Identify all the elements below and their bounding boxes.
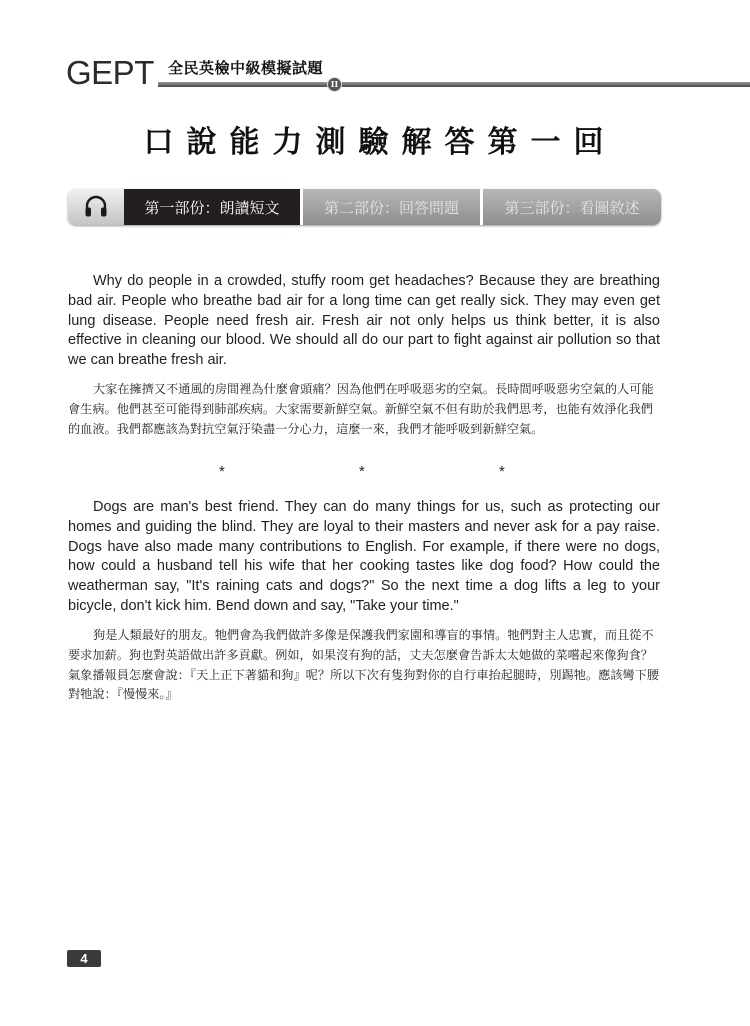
brand-logo-text: GEPT: [66, 54, 154, 91]
headphones-icon: [83, 194, 109, 220]
tab-part-2[interactable]: 第二部份：回答問題: [300, 189, 480, 225]
separator-star: *: [359, 463, 365, 480]
section-tab-bar: [68, 189, 661, 225]
page-title: 口說能力測驗解答第一回: [143, 125, 617, 160]
tab-part-3[interactable]: 第三部份：看圖敘述: [480, 189, 661, 225]
passage-1-english: Why do people in a crowded, stuffy room get headaches? Because they are breathing bad air. People who breathe bad air for a long time can get really sick. They may even get lung disease. People need fresh air. Fresh air not only helps us think better, it is also effective in cleaning our blood. We should all do our part to fight against air pollution so that we can breathe fresh air.: [68, 273, 660, 369]
passage-2-english: Dogs are man's best friend. They can do many things for us, such as protecting our homes and guiding the blind. They are loyal to their masters and never ask for a pay raise. Dogs have also made many contributions to English. For example, if there were no dogs, how could a husband tell his wife that her cooking tastes like dog food? How could the weatherman say, "It's raining cats and dogs?" So the next time a dog lifts a leg to your bicycle, don't kick him. Bend down and say, "Take your time.": [68, 499, 660, 614]
tab-icon-cell: [68, 189, 124, 225]
header-rule: [158, 82, 750, 87]
tab-part-1[interactable]: 第一部份：朗讀短文: [124, 189, 300, 225]
passage-1-chinese: 大家在擁擠又不通風的房間裡為什麼會頭痛？因為他們在呼吸惡劣的空氣。長時間呼吸惡劣空氣的人可能會生病。他們甚至可能得到肺部疾病。大家需要新鮮空氣。新鮮空氣不但有助於我們思考，也能有效淨化我們的血液。我們都應該為對抗空氣汙染盡一分心力，這麼一來，我們才能呼吸到新鮮空氣。: [68, 382, 654, 436]
series-title: 全民英檢中級模擬試題: [168, 59, 324, 77]
passage-2-chinese: 狗是人類最好的朋友。牠們會為我們做許多像是保護我們家園和導盲的事情。牠們對主人忠實，而且從不要求加薪。狗也對英語做出許多貢獻。例如，如果沒有狗的話，丈夫怎麼會告訴太太她做的菜嚐起來像狗食？氣象播報員怎麼會說：『天上正下著貓和狗』呢？所以下次有隻狗對你的自行車抬起腿時，別踢牠。應該彎下腰對牠說：『慢慢來。』: [68, 628, 660, 702]
page-number: 4: [67, 950, 101, 967]
separator-star: *: [219, 463, 225, 480]
volume-badge: II: [327, 77, 342, 92]
separator-star: *: [499, 463, 505, 480]
